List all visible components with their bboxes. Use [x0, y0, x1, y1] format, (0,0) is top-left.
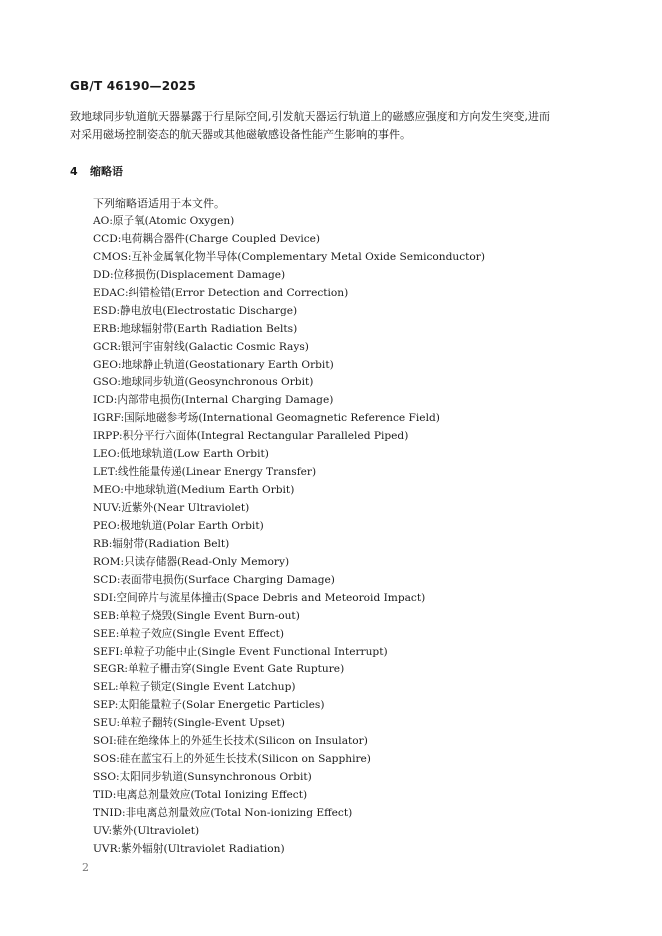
abbreviation-item: LEO:低地球轨道(Low Earth Orbit): [93, 448, 269, 461]
section-title: 缩略语: [90, 165, 123, 178]
standard-code-header: GB/T 46190—2025: [70, 79, 196, 93]
abbreviation-item: GSO:地球同步轨道(Geosynchronous Orbit): [93, 376, 314, 389]
continuation-paragraph: [70, 108, 596, 144]
abbreviation-item: SEGR:单粒子栅击穿(Single Event Gate Rupture): [93, 663, 345, 676]
abbreviation-item: GCR:银河宇宙射线(Galactic Cosmic Rays): [93, 340, 309, 353]
abbreviation-item: TNID:非电离总剂量效应(Total Non-ionizing Effect): [93, 806, 353, 819]
paragraph-line: 对采用磁场控制姿态的航天器或其他磁敏感设备性能产生影响的事件。: [70, 128, 411, 141]
abbreviation-item: UVR:紫外辐射(Ultraviolet Radiation): [93, 842, 285, 855]
abbreviation-item: DD:位移损伤(Displacement Damage): [93, 268, 286, 281]
abbreviation-item: TID:电离总剂量效应(Total Ionizing Effect): [93, 789, 308, 801]
abbreviation-item: SEB:单粒子烧毁(Single Event Burn-out): [93, 609, 300, 622]
abbreviation-item: EDAC:纠错检错(Error Detection and Correction): [93, 286, 349, 299]
abbreviation-item: SDI:空间碎片与流星体撞击(Space Debris and Meteoroid Impact): [93, 591, 426, 604]
abbreviation-item: UV:紫外(Ultraviolet): [93, 824, 200, 837]
abbreviation-item: LET:线性能量传递(Linear Energy Transfer): [93, 466, 317, 479]
abbreviation-item: RB:辐射带(Radiation Belt): [93, 537, 230, 550]
abbreviation-item: CMOS:互补金属氧化物半导体(Complementary Metal Oxide Semiconductor): [93, 250, 486, 263]
abbreviation-item: PEO:极地轨道(Polar Earth Orbit): [93, 519, 264, 532]
section-heading: [70, 163, 123, 179]
abbreviation-item: NUV:近紫外(Near Ultraviolet): [93, 502, 250, 514]
abbreviation-item: IGRF:国际地磁参考场(International Geomagnetic Reference Field): [93, 412, 440, 425]
abbreviation-item: AO:原子氧(Atomic Oxygen): [93, 215, 235, 227]
page-number: 2: [82, 861, 89, 874]
paragraph-line: 致地球同步轨道航天器暴露于行星际空间,引发航天器运行轨道上的磁感应强度和方向发生突变,进而: [70, 110, 550, 123]
abbreviation-list: [93, 213, 485, 859]
abbreviation-item: SOS:硅在蓝宝石上的外延生长技术(Silicon on Sapphire): [93, 753, 371, 766]
abbreviation-item: ESD:静电放电(Electrostatic Discharge): [93, 304, 298, 317]
abbreviation-item: SOI:硅在绝缘体上的外延生长技术(Silicon on Insulator): [93, 735, 368, 748]
abbreviation-item: IRPP:积分平行六面体(Integral Rectangular Paralleled Piped): [93, 430, 409, 443]
abbreviation-item: SSO:太阳同步轨道(Sunsynchronous Orbit): [93, 771, 312, 784]
abbreviation-item: ROM:只读存储器(Read-Only Memory): [93, 555, 290, 568]
abbreviation-item: SEU:单粒子翻转(Single-Event Upset): [93, 717, 285, 730]
abbreviation-item: CCD:电荷耦合器件(Charge Coupled Device): [93, 232, 321, 245]
abbreviation-item: SEP:太阳能量粒子(Solar Energetic Particles): [93, 699, 325, 712]
abbreviation-item: SEE:单粒子效应(Single Event Effect): [93, 627, 284, 640]
section-number: 4: [70, 165, 78, 178]
abbreviation-item: ICD:内部带电损伤(Internal Charging Damage): [93, 394, 334, 407]
abbreviation-item: GEO:地球静止轨道(Geostationary Earth Orbit): [93, 358, 334, 371]
abbreviation-item: SEL:单粒子锁定(Single Event Latchup): [93, 681, 296, 694]
abbreviation-item: ERB:地球辐射带(Earth Radiation Belts): [93, 322, 298, 335]
section-intro: 下列缩略语适用于本文件。: [93, 197, 225, 210]
abbreviation-item: MEO:中地球轨道(Medium Earth Orbit): [93, 484, 295, 497]
abbreviation-item: SEFI:单粒子功能中止(Single Event Functional Interrupt): [93, 645, 388, 658]
abbreviation-item: SCD:表面带电损伤(Surface Charging Damage): [93, 573, 335, 586]
